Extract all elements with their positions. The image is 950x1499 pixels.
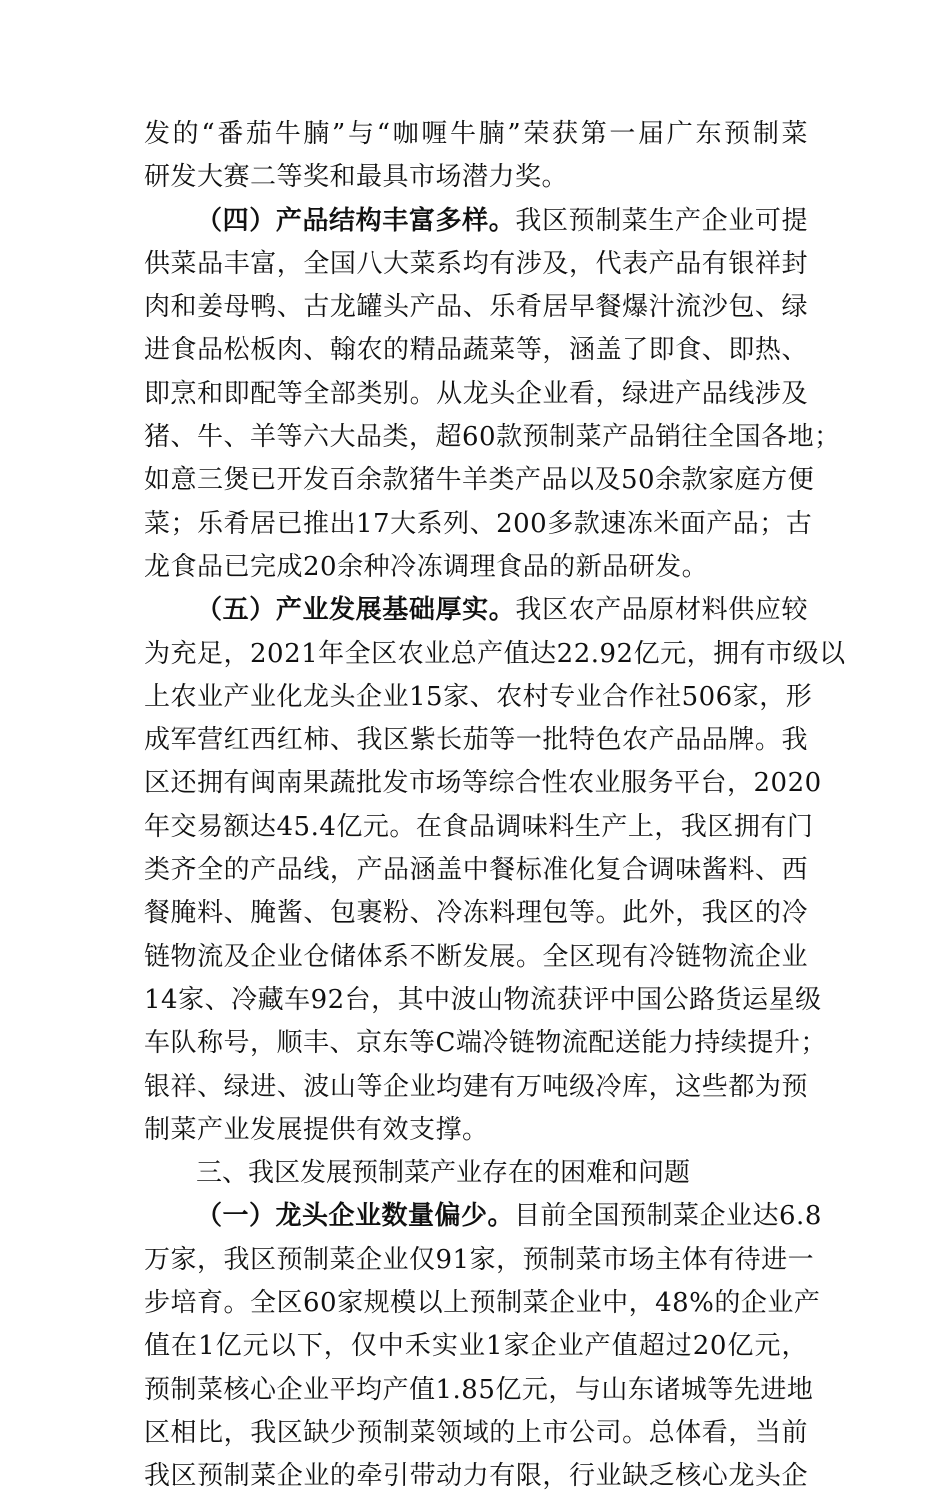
body-line: 供菜品丰富，全国八大菜系均有涉及，代表产品有银祥封 (144, 248, 808, 279)
body-line: 预制菜核心企业平均产值1.85亿元，与山东诸城等先进地 (144, 1374, 814, 1405)
body-line: 类齐全的产品线，产品涵盖中餐标准化复合调味酱料、西 (144, 855, 808, 886)
body-line: 车队称号，顺丰、京东等C端冷链物流配送能力持续提升； (144, 1028, 827, 1059)
body-line: 值在1亿元以下，仅中禾实业1家企业产值超过20亿元， (144, 1331, 808, 1362)
body-line: 肉和姜母鸭、古龙罐头产品、乐肴居早餐爆汁流沙包、绿 (144, 292, 808, 323)
body-line: 区还拥有闽南果蔬批发市场等综合性农业服务平台，2020 (144, 768, 822, 799)
document-page (144, 113, 846, 1499)
body-line: 链物流及企业仓储体系不断发展。全区现有冷链物流企业 (144, 941, 808, 972)
body-text: 我区农产品原材料供应较 (515, 595, 808, 626)
paragraph-first-line (144, 589, 808, 632)
paragraph-lead: （四）产品结构丰富多样。 (196, 205, 516, 236)
body-line: 成军营红西红柿、我区紫长茄等一批特色农产品品牌。我 (144, 725, 808, 756)
paragraph-first-line (144, 200, 808, 243)
body-line: 我区预制菜企业的牵引带动力有限，行业缺乏核心龙头企 (144, 1461, 808, 1492)
section-heading: 三、我区发展预制菜产业存在的困难和问题 (196, 1158, 691, 1189)
body-line: 餐腌料、腌酱、包裹粉、冷冻料理包等。此外，我区的冷 (144, 898, 808, 929)
body-line: 步培育。全区60家规模以上预制菜企业中，48%的企业产 (144, 1288, 821, 1319)
body-line: 14家、冷藏车92台，其中波山物流获评中国公路货运星级 (144, 984, 822, 1015)
body-line: 银祥、绿进、波山等企业均建有万吨级冷库，这些都为预 (144, 1071, 808, 1102)
body-line: 万家，我区预制菜企业仅91家，预制菜市场主体有待进一 (144, 1244, 815, 1275)
body-line: 制菜产业发展提供有效支撑。 (144, 1114, 489, 1145)
paragraph-lead: （五）产业发展基础厚实。 (196, 595, 516, 626)
body-line: 如意三煲已开发百余款猪牛羊类产品以及50余款家庭方便 (144, 465, 815, 496)
body-line: 发的“番茄牛腩”与“咖喱牛腩”荣获第一届广东预制菜 (144, 119, 808, 149)
body-line: 龙食品已完成20余种冷冻调理食品的新品研发。 (144, 551, 709, 582)
body-line: 为充足，2021年全区农业总产值达22.92亿元，拥有市级以 (144, 638, 846, 669)
body-line: 研发大赛二等奖和最具市场潜力奖。 (144, 162, 569, 193)
body-line: 进食品松板肉、翰农的精品蔬菜等，涵盖了即食、即热、 (144, 335, 808, 366)
body-text: 我区预制菜生产企业可提 (515, 205, 808, 236)
body-line: 上农业产业化龙头企业15家、农村专业合作社506家，形 (144, 681, 813, 712)
body-line: 年交易额达45.4亿元。在食品调味料生产上，我区拥有门 (144, 811, 814, 842)
body-line: 即烹和即配等全部类别。从龙头企业看，绿进产品线涉及 (144, 378, 808, 409)
body-line: 猪、牛、羊等六大品类，超60款预制菜产品销往全国各地； (144, 422, 841, 453)
body-line: 区相比，我区缺少预制菜领域的上市公司。总体看，当前 (144, 1417, 808, 1448)
body-line: 菜；乐肴居已推出17大系列、200多款速冻米面产品；古 (144, 508, 813, 539)
paragraph-first-line (144, 1195, 822, 1238)
body-text: 目前全国预制菜企业达6.8 (514, 1201, 822, 1232)
paragraph-lead: （一）龙头企业数量偏少。 (196, 1201, 515, 1232)
